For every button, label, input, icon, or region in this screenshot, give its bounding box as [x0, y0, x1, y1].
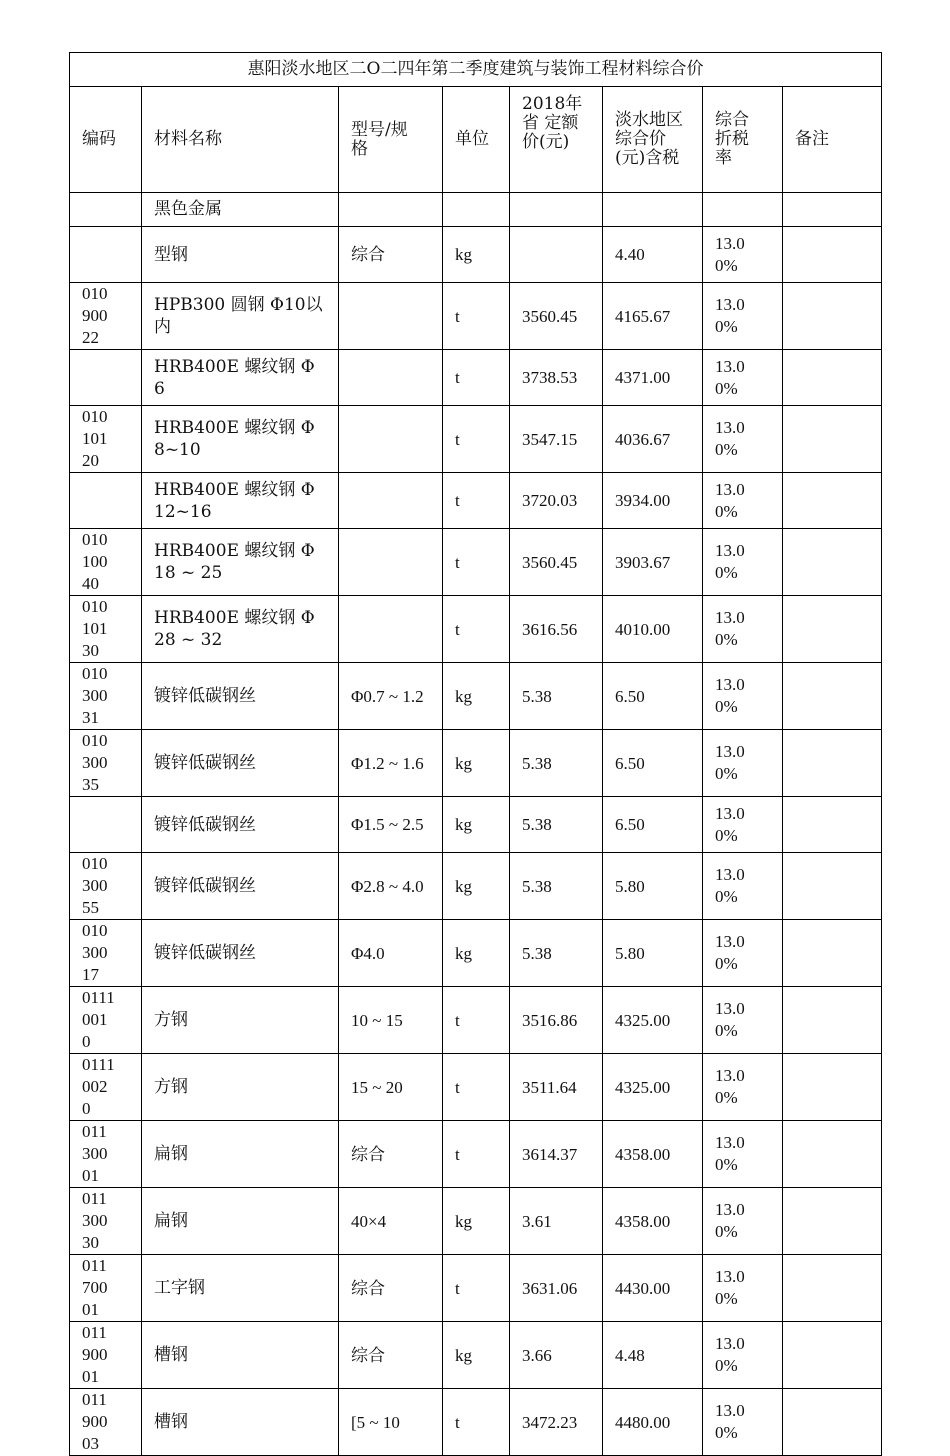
cell-code: 01030035 [70, 730, 142, 797]
cell-tax-rate: 13.00% [703, 1054, 783, 1121]
cell-quota-price: 3631.06 [510, 1255, 603, 1322]
cell-remark [783, 596, 882, 663]
cell-remark [783, 473, 882, 529]
category-empty [603, 193, 703, 227]
cell-tax-rate: 13.00% [703, 350, 783, 406]
cell-remark [783, 797, 882, 853]
cell-remark [783, 283, 882, 350]
cell-unit: t [443, 1389, 510, 1456]
cell-tax-rate: 13.00% [703, 1188, 783, 1255]
cell-code: 01130001 [70, 1121, 142, 1188]
cell-material: 槽钢 [142, 1322, 339, 1389]
cell-material: 镀锌低碳钢丝 [142, 853, 339, 920]
cell-quota-price: 5.38 [510, 730, 603, 797]
cell-local-price: 4165.67 [603, 283, 703, 350]
cell-local-price: 5.80 [603, 853, 703, 920]
cell-code [70, 473, 142, 529]
cell-spec: 40×4 [339, 1188, 443, 1255]
cell-unit: kg [443, 920, 510, 987]
cell-code [70, 350, 142, 406]
table-row [70, 920, 882, 987]
cell-material: HPB300 圆钢 Φ10以内 [142, 283, 339, 350]
cell-quota-price: 3720.03 [510, 473, 603, 529]
cell-spec [339, 473, 443, 529]
cell-local-price: 4430.00 [603, 1255, 703, 1322]
cell-tax-rate: 13.00% [703, 663, 783, 730]
cell-local-price: 4325.00 [603, 987, 703, 1054]
cell-local-price: 4.48 [603, 1322, 703, 1389]
cell-spec: 15 ~ 20 [339, 1054, 443, 1121]
category-empty [443, 193, 510, 227]
cell-remark [783, 853, 882, 920]
cell-remark [783, 1188, 882, 1255]
cell-quota-price [510, 227, 603, 283]
cell-quota-price: 3616.56 [510, 596, 603, 663]
cell-spec: Φ4.0 [339, 920, 443, 987]
cell-unit: kg [443, 797, 510, 853]
cell-local-price: 3903.67 [603, 529, 703, 596]
cell-unit: t [443, 1121, 510, 1188]
cell-code: 01010120 [70, 406, 142, 473]
cell-local-price: 5.80 [603, 920, 703, 987]
table-row [70, 1322, 882, 1389]
table-row [70, 1054, 882, 1121]
cell-spec [339, 596, 443, 663]
cell-material: 型钢 [142, 227, 339, 283]
category-empty [339, 193, 443, 227]
cell-code: 01110010 [70, 987, 142, 1054]
cell-remark [783, 663, 882, 730]
cell-quota-price: 5.38 [510, 797, 603, 853]
cell-local-price: 6.50 [603, 797, 703, 853]
cell-unit: kg [443, 730, 510, 797]
cell-remark [783, 1054, 882, 1121]
cell-code: 01030055 [70, 853, 142, 920]
cell-material: 方钢 [142, 1054, 339, 1121]
header-local-price: 淡水地区综合价(元)含税 [603, 87, 703, 193]
cell-code: 01090022 [70, 283, 142, 350]
cell-quota-price: 3547.15 [510, 406, 603, 473]
cell-spec [339, 406, 443, 473]
cell-quota-price: 3472.23 [510, 1389, 603, 1456]
cell-code [70, 797, 142, 853]
cell-spec: 综合 [339, 1322, 443, 1389]
cell-code [70, 227, 142, 283]
cell-unit: t [443, 350, 510, 406]
table-row [70, 473, 882, 529]
cell-material: 槽钢 [142, 1389, 339, 1456]
cell-material: HRB400E 螺纹钢 Φ12~16 [142, 473, 339, 529]
header-spec: 型号/规格 [339, 87, 443, 193]
title-row [70, 53, 882, 87]
cell-spec: Φ0.7 ~ 1.2 [339, 663, 443, 730]
table-row [70, 350, 882, 406]
cell-tax-rate: 13.00% [703, 596, 783, 663]
cell-code: 01190001 [70, 1322, 142, 1389]
cell-unit: kg [443, 227, 510, 283]
table-row [70, 1121, 882, 1188]
material-price-table [69, 52, 882, 1456]
cell-quota-price: 3516.86 [510, 987, 603, 1054]
header-tax-rate: 综合折税率 [703, 87, 783, 193]
table-title: 惠阳淡水地区二O二四年第二季度建筑与装饰工程材料综合价 [70, 53, 882, 87]
header-remark: 备注 [783, 87, 882, 193]
cell-spec: 10 ~ 15 [339, 987, 443, 1054]
table-row [70, 1389, 882, 1456]
cell-spec [339, 350, 443, 406]
cell-local-price: 3934.00 [603, 473, 703, 529]
header-code: 编码 [70, 87, 142, 193]
category-label: 黑色金属 [142, 193, 339, 227]
cell-material: HRB400E 螺纹钢 Φ18 ~ 25 [142, 529, 339, 596]
cell-material: 镀锌低碳钢丝 [142, 663, 339, 730]
cell-spec [339, 529, 443, 596]
cell-unit: t [443, 1054, 510, 1121]
table-row [70, 227, 882, 283]
category-empty [783, 193, 882, 227]
cell-local-price: 4010.00 [603, 596, 703, 663]
cell-tax-rate: 13.00% [703, 1322, 783, 1389]
cell-spec [339, 283, 443, 350]
table-row [70, 1188, 882, 1255]
cell-quota-price: 3.61 [510, 1188, 603, 1255]
cell-tax-rate: 13.00% [703, 529, 783, 596]
cell-unit: kg [443, 1188, 510, 1255]
cell-quota-price: 3738.53 [510, 350, 603, 406]
cell-tax-rate: 13.00% [703, 473, 783, 529]
cell-quota-price: 3614.37 [510, 1121, 603, 1188]
cell-spec: Φ1.2 ~ 1.6 [339, 730, 443, 797]
cell-tax-rate: 13.00% [703, 920, 783, 987]
cell-tax-rate: 13.00% [703, 227, 783, 283]
cell-spec: 综合 [339, 1121, 443, 1188]
cell-spec: Φ2.8 ~ 4.0 [339, 853, 443, 920]
category-code-cell [70, 193, 142, 227]
cell-tax-rate: 13.00% [703, 1389, 783, 1456]
cell-unit: kg [443, 853, 510, 920]
cell-quota-price: 3560.45 [510, 529, 603, 596]
table-row [70, 1255, 882, 1322]
table-row [70, 529, 882, 596]
cell-remark [783, 987, 882, 1054]
cell-remark [783, 529, 882, 596]
cell-material: 扁钢 [142, 1121, 339, 1188]
cell-remark [783, 1121, 882, 1188]
table-row [70, 663, 882, 730]
cell-material: 镀锌低碳钢丝 [142, 730, 339, 797]
cell-tax-rate: 13.00% [703, 987, 783, 1054]
cell-material: 工字钢 [142, 1255, 339, 1322]
cell-remark [783, 350, 882, 406]
cell-local-price: 6.50 [603, 663, 703, 730]
header-row [70, 87, 882, 193]
cell-unit: kg [443, 663, 510, 730]
cell-tax-rate: 13.00% [703, 1121, 783, 1188]
cell-code: 01010130 [70, 596, 142, 663]
cell-local-price: 4036.67 [603, 406, 703, 473]
cell-material: 方钢 [142, 987, 339, 1054]
cell-local-price: 4480.00 [603, 1389, 703, 1456]
cell-tax-rate: 13.00% [703, 797, 783, 853]
table-row [70, 596, 882, 663]
cell-unit: t [443, 1255, 510, 1322]
cell-local-price: 4.40 [603, 227, 703, 283]
table-row [70, 797, 882, 853]
category-empty [510, 193, 603, 227]
cell-code: 01030017 [70, 920, 142, 987]
cell-tax-rate: 13.00% [703, 406, 783, 473]
cell-local-price: 4371.00 [603, 350, 703, 406]
cell-remark [783, 1255, 882, 1322]
cell-local-price: 4358.00 [603, 1188, 703, 1255]
cell-quota-price: 5.38 [510, 663, 603, 730]
header-quota-price: 2018年省 定额价(元) [510, 87, 603, 193]
cell-remark [783, 406, 882, 473]
table-row [70, 406, 882, 473]
cell-spec: 综合 [339, 1255, 443, 1322]
cell-tax-rate: 13.00% [703, 283, 783, 350]
table-row [70, 987, 882, 1054]
cell-remark [783, 1389, 882, 1456]
cell-unit: t [443, 987, 510, 1054]
cell-local-price: 4358.00 [603, 1121, 703, 1188]
cell-remark [783, 730, 882, 797]
header-name: 材料名称 [142, 87, 339, 193]
cell-quota-price: 3511.64 [510, 1054, 603, 1121]
cell-tax-rate: 13.00% [703, 1255, 783, 1322]
cell-material: 扁钢 [142, 1188, 339, 1255]
cell-spec: [5 ~ 10 [339, 1389, 443, 1456]
category-row [70, 193, 882, 227]
cell-code: 01130030 [70, 1188, 142, 1255]
cell-material: HRB400E 螺纹钢 Φ28 ~ 32 [142, 596, 339, 663]
cell-spec: 综合 [339, 227, 443, 283]
cell-remark [783, 920, 882, 987]
cell-quota-price: 5.38 [510, 920, 603, 987]
cell-quota-price: 3560.45 [510, 283, 603, 350]
cell-code: 01190003 [70, 1389, 142, 1456]
cell-quota-price: 3.66 [510, 1322, 603, 1389]
cell-local-price: 4325.00 [603, 1054, 703, 1121]
cell-unit: t [443, 596, 510, 663]
cell-remark [783, 1322, 882, 1389]
cell-code: 01110020 [70, 1054, 142, 1121]
cell-material: HRB400E 螺纹钢 Φ6 [142, 350, 339, 406]
cell-code: 01010040 [70, 529, 142, 596]
cell-local-price: 6.50 [603, 730, 703, 797]
cell-unit: t [443, 529, 510, 596]
cell-material: HRB400E 螺纹钢 Φ8~10 [142, 406, 339, 473]
cell-quota-price: 5.38 [510, 853, 603, 920]
cell-tax-rate: 13.00% [703, 730, 783, 797]
price-sheet [69, 52, 881, 1456]
cell-unit: t [443, 473, 510, 529]
table-row [70, 853, 882, 920]
cell-unit: t [443, 406, 510, 473]
table-row [70, 283, 882, 350]
cell-spec: Φ1.5 ~ 2.5 [339, 797, 443, 853]
cell-code: 01030031 [70, 663, 142, 730]
cell-remark [783, 227, 882, 283]
cell-code: 01170001 [70, 1255, 142, 1322]
category-empty [703, 193, 783, 227]
table-row [70, 730, 882, 797]
header-unit: 单位 [443, 87, 510, 193]
cell-unit: t [443, 283, 510, 350]
cell-tax-rate: 13.00% [703, 853, 783, 920]
cell-material: 镀锌低碳钢丝 [142, 797, 339, 853]
cell-unit: kg [443, 1322, 510, 1389]
cell-material: 镀锌低碳钢丝 [142, 920, 339, 987]
